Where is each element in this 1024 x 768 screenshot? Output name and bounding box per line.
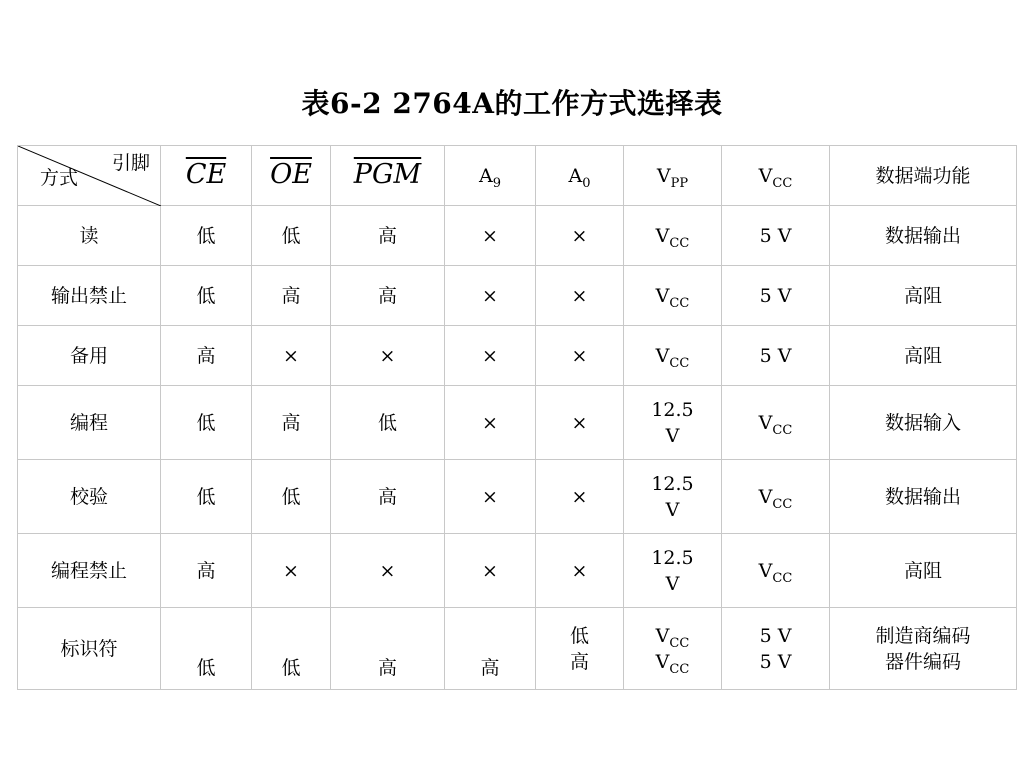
oe-cell: 高 — [252, 386, 331, 460]
mode-cell: 标识符 — [18, 608, 161, 690]
ce-cell: 低 — [161, 386, 252, 460]
oe-cell: × — [252, 326, 331, 386]
pgm-cell: × — [331, 326, 445, 386]
func-cell: 数据输出 — [830, 206, 1017, 266]
a9-cell: × — [445, 266, 536, 326]
oe-cell: 低 — [252, 460, 331, 534]
ce-header — [161, 146, 252, 206]
a0-cell: × — [536, 534, 624, 608]
vpp-cell — [624, 534, 722, 608]
pgm-cell: 高 — [331, 460, 445, 534]
pgm-cell: 高 — [331, 266, 445, 326]
vpp-sub: PP — [670, 175, 689, 191]
a9-cell: × — [445, 386, 536, 460]
a0-cell: × — [536, 206, 624, 266]
table-row — [18, 460, 1017, 534]
vpp-cell — [624, 608, 722, 690]
ce-cell: 低 — [161, 206, 252, 266]
oe-cell: 低 — [252, 608, 331, 690]
corner-pin-label: 引脚 — [111, 152, 150, 174]
vcc-cell: 5 V — [722, 266, 830, 326]
vcc-sub: CC — [772, 422, 793, 438]
func-line-2: 器件编码 — [884, 650, 961, 673]
a0-cell: × — [536, 386, 624, 460]
vcc-cell — [722, 386, 830, 460]
corner-mode-label: 方式 — [40, 167, 79, 189]
vpp-vcc-main: V — [655, 650, 670, 673]
vcc-header — [722, 146, 830, 206]
mode-cell: 读 — [18, 206, 161, 266]
vpp-line-2: V — [665, 572, 680, 595]
pgm-cell: 低 — [331, 386, 445, 460]
ce-cell: 高 — [161, 326, 252, 386]
a0-header — [536, 146, 624, 206]
mode-cell: 编程禁止 — [18, 534, 161, 608]
vcc-sub: CC — [772, 570, 793, 586]
mode-cell: 备用 — [18, 326, 161, 386]
a0-cell — [536, 608, 624, 690]
ce-cell: 低 — [161, 460, 252, 534]
vcc-sub: CC — [772, 175, 793, 191]
a9-cell: × — [445, 206, 536, 266]
a9-sub: 9 — [492, 175, 501, 191]
func-cell: 高阻 — [830, 534, 1017, 608]
vpp-vcc-sub: CC — [669, 295, 690, 311]
func-cell — [830, 608, 1017, 690]
a0-cell: × — [536, 460, 624, 534]
a9-cell: 高 — [445, 608, 536, 690]
table-row — [18, 266, 1017, 326]
table-row — [18, 608, 1017, 690]
vcc-main: V — [758, 559, 773, 582]
vpp-cell — [624, 386, 722, 460]
vpp-line-1: 12.5 — [651, 472, 694, 495]
vpp-vcc-main: V — [655, 624, 670, 647]
oe-label: $\overline{OE}$ — [270, 158, 312, 190]
ce-label: $\overline{CE}$ — [185, 158, 227, 190]
a9-header — [445, 146, 536, 206]
ce-cell: 低 — [161, 266, 252, 326]
a9-cell: × — [445, 460, 536, 534]
a0-sub: 0 — [582, 175, 591, 191]
a0-cell: × — [536, 326, 624, 386]
vpp-cell — [624, 206, 722, 266]
a9-main: A — [478, 164, 493, 187]
vcc-cell — [722, 608, 830, 690]
vcc-line-2: 5 V — [759, 650, 792, 673]
vcc-main: V — [758, 164, 773, 187]
func-line-1: 制造商编码 — [875, 624, 971, 647]
ce-cell: 低 — [161, 608, 252, 690]
vcc-cell — [722, 460, 830, 534]
oe-cell: 低 — [252, 206, 331, 266]
vpp-vcc-sub: CC — [669, 235, 690, 251]
pgm-cell: × — [331, 534, 445, 608]
vpp-cell — [624, 326, 722, 386]
vpp-cell — [624, 460, 722, 534]
oe-cell: × — [252, 534, 331, 608]
vpp-line-1 — [624, 623, 721, 649]
vpp-vcc-sub: CC — [669, 661, 690, 677]
vpp-vcc-sub: CC — [669, 355, 690, 371]
func-cell: 高阻 — [830, 266, 1017, 326]
oe-header — [252, 146, 331, 206]
mode-cell: 编程 — [18, 386, 161, 460]
oe-cell: 高 — [252, 266, 331, 326]
mode-cell: 校验 — [18, 460, 161, 534]
a9-cell: × — [445, 326, 536, 386]
a0-line-1: 低 — [569, 624, 589, 647]
vpp-cell — [624, 266, 722, 326]
pgm-label: $\overline{PGM}$ — [353, 158, 422, 190]
vcc-cell — [722, 534, 830, 608]
a9-cell: × — [445, 534, 536, 608]
table-title: 表6-2 2764A的工作方式选择表 — [301, 87, 723, 120]
vcc-main: V — [758, 411, 773, 434]
a0-cell: × — [536, 266, 624, 326]
pgm-cell: 高 — [331, 608, 445, 690]
mode-selection-table — [17, 145, 1017, 690]
vpp-vcc-sub: CC — [669, 635, 690, 651]
table-row — [18, 534, 1017, 608]
func-cell: 高阻 — [830, 326, 1017, 386]
header-row — [18, 146, 1017, 206]
vpp-line-2: V — [665, 424, 680, 447]
pgm-cell: 高 — [331, 206, 445, 266]
func-cell: 数据输入 — [830, 386, 1017, 460]
vpp-vcc-main: V — [655, 344, 670, 367]
vpp-line-2: V — [665, 498, 680, 521]
vpp-main: V — [656, 164, 671, 187]
pgm-header — [331, 146, 445, 206]
vcc-sub: CC — [772, 496, 793, 512]
corner-header-cell — [18, 146, 161, 206]
a0-line-2: 高 — [569, 650, 589, 673]
func-header: 数据端功能 — [830, 146, 1017, 206]
table-row — [18, 326, 1017, 386]
vpp-line-1: 12.5 — [651, 398, 694, 421]
vpp-header — [624, 146, 722, 206]
a0-main: A — [568, 164, 583, 187]
mode-cell: 输出禁止 — [18, 266, 161, 326]
ce-cell: 高 — [161, 534, 252, 608]
vpp-vcc-main: V — [655, 224, 670, 247]
vcc-cell: 5 V — [722, 326, 830, 386]
func-cell: 数据输出 — [830, 460, 1017, 534]
table-row — [18, 386, 1017, 460]
vcc-main: V — [758, 485, 773, 508]
vpp-vcc-main: V — [655, 284, 670, 307]
table-row — [18, 206, 1017, 266]
vpp-line-1: 12.5 — [651, 546, 694, 569]
vpp-line-2 — [624, 649, 721, 675]
vcc-cell: 5 V — [722, 206, 830, 266]
vcc-line-1: 5 V — [759, 624, 792, 647]
